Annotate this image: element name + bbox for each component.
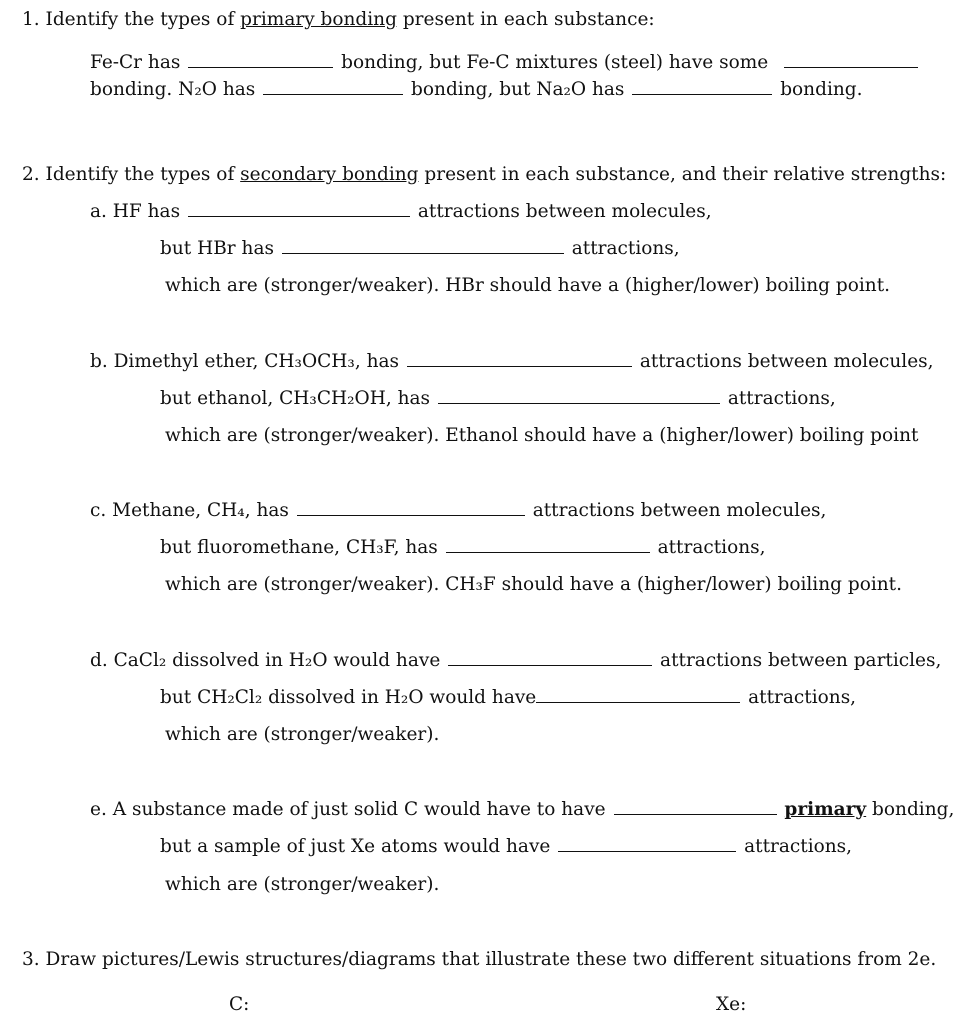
q2-prompt (22, 164, 946, 186)
q1-blank-steel[interactable] (784, 53, 918, 68)
q2e-carbon-label: e. A substance made of just solid C would have to have (90, 799, 606, 820)
q2b-ether-label: b. Dimethyl ether, CH₃OCH₃, has (90, 351, 400, 372)
q1-prompt (22, 9, 655, 31)
q2b-attr-label: attractions between molecules, (639, 351, 934, 372)
q2b-attr2-label: attractions, (727, 388, 836, 409)
q1-blank-n2o[interactable] (263, 80, 403, 95)
q2b-ethanol-label: but ethanol, CH₃CH₂OH, has (160, 388, 431, 409)
q2b-line-1 (90, 351, 934, 373)
q2a-line-3: which are (stronger/weaker). HBr should have a (higher/lower) boiling point. (165, 275, 891, 296)
q1-line-2 (90, 79, 863, 101)
q2b-blank-ether[interactable] (407, 352, 632, 367)
q2d-line-1 (90, 650, 941, 672)
q1-fecr-label: Fe-Cr has (90, 52, 181, 73)
q2c-attr-label: attractions between molecules, (532, 500, 827, 521)
q2a-attr-label: attractions between molecules, (417, 201, 712, 222)
q2e-bonding-label: bonding, (866, 799, 954, 820)
q1-blank-na2o[interactable] (632, 80, 772, 95)
q2d-ch2cl2-label: but CH₂Cl₂ dissolved in H₂O would have (160, 687, 537, 708)
q2d-line-2 (160, 687, 856, 709)
q2d-line-3: which are (stronger/weaker). (165, 724, 440, 745)
q2d-attr-label: attractions between particles, (660, 650, 942, 671)
q2d-blank-ch2cl2[interactable] (536, 688, 740, 703)
q2-prompt-key: secondary bonding (240, 164, 419, 185)
q1-na2o-label: bonding, but Na₂O has (411, 79, 625, 100)
q2c-fluoromethane-label: but fluoromethane, CH₃F, has (160, 537, 438, 558)
q2a-line-2 (160, 238, 680, 260)
q1-prompt-start: 1. Identify the types of (22, 9, 241, 30)
q2c-line-1 (90, 500, 826, 522)
q2e-line-1 (90, 799, 954, 821)
q2c-line-3: which are (stronger/weaker). CH₃F should have a (higher/lower) boiling point. (165, 574, 902, 595)
q1-blank-fecr[interactable] (188, 53, 333, 68)
q3-c-label: C: (229, 994, 250, 1015)
q1-prompt-end: present in each substance: (396, 9, 655, 30)
q2c-blank-fluoromethane[interactable] (446, 538, 650, 553)
q2c-line-2 (160, 537, 766, 559)
q2a-hbr-label: but HBr has (160, 238, 274, 259)
q2d-blank-cacl2[interactable] (448, 651, 652, 666)
q2a-hf-label: a. HF has (90, 201, 181, 222)
q2d-attr2-label: attractions, (748, 687, 857, 708)
q2c-methane-label: c. Methane, CH₄, has (90, 500, 289, 521)
q1-n2o-label: bonding. N₂O has (90, 79, 256, 100)
q1-prompt-key: primary bonding (240, 9, 397, 30)
q1-bonding-end: bonding. (780, 79, 863, 100)
q3-xe-label: Xe: (716, 994, 747, 1015)
q2a-blank-hbr[interactable] (282, 239, 564, 254)
q1-steel-label: bonding, but Fe-C mixtures (steel) have some (341, 52, 769, 73)
q2c-attr2-label: attractions, (657, 537, 766, 558)
q2e-attr2-label: attractions, (744, 836, 853, 857)
q2a-attr2-label: attractions, (571, 238, 680, 259)
q2b-line-2 (160, 388, 836, 410)
q2e-xe-label: but a sample of just Xe atoms would have (160, 836, 551, 857)
q2-prompt-end: present in each substance, and their relative strengths: (418, 164, 947, 185)
q2-prompt-start: 2. Identify the types of (22, 164, 241, 185)
q2a-blank-hf[interactable] (188, 202, 410, 217)
q2e-primary-key: primary (784, 799, 867, 820)
q2e-line-2 (160, 836, 852, 858)
q2a-line-1 (90, 201, 712, 223)
q2b-line-3: which are (stronger/weaker). Ethanol should have a (higher/lower) boiling point (165, 425, 919, 446)
q3-prompt: 3. Draw pictures/Lewis structures/diagrams that illustrate these two different situations from 2e. (22, 949, 937, 970)
q2e-line-3: which are (stronger/weaker). (165, 874, 440, 895)
q2c-blank-methane[interactable] (297, 501, 525, 516)
q1-line-1 (90, 52, 920, 74)
q2e-blank-carbon[interactable] (614, 800, 777, 815)
q2d-cacl2-label: d. CaCl₂ dissolved in H₂O would have (90, 650, 441, 671)
q2b-blank-ethanol[interactable] (438, 389, 720, 404)
q2e-blank-xe[interactable] (558, 837, 736, 852)
